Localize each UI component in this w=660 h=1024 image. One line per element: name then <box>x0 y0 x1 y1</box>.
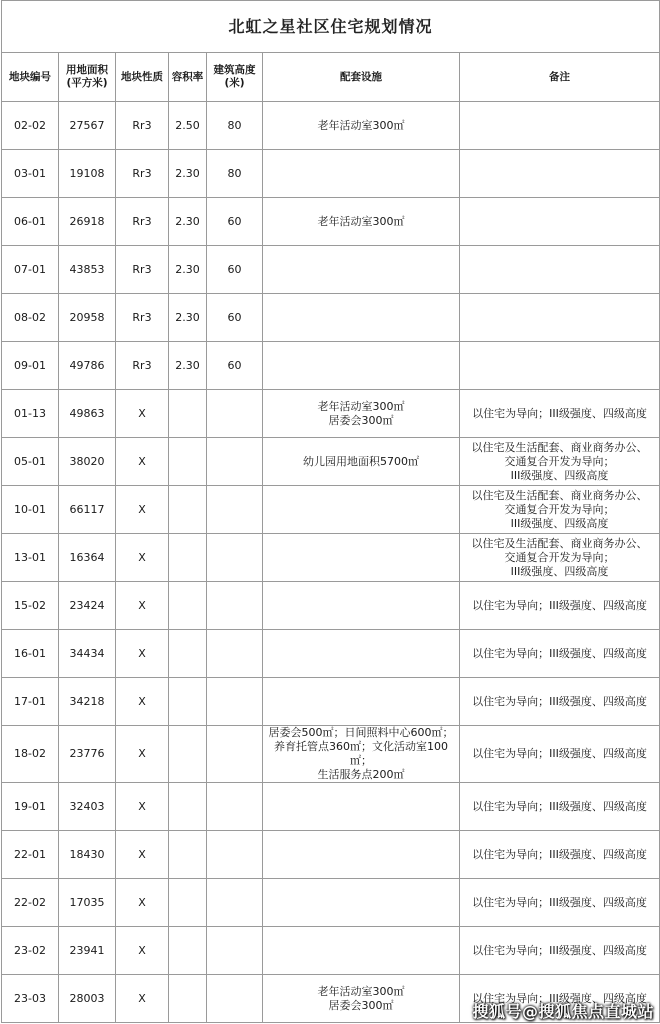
cell-land-type: Rr3 <box>116 294 169 342</box>
cell-land-area: 32403 <box>59 783 116 831</box>
cell-far <box>169 678 207 726</box>
cell-far <box>169 438 207 486</box>
header-notes: 备注 <box>460 53 660 102</box>
cell-facilities <box>263 534 460 582</box>
cell-building-height <box>207 927 263 975</box>
cell-notes <box>460 294 660 342</box>
cell-plot-id: 22-01 <box>2 831 59 879</box>
table-row <box>2 198 660 246</box>
cell-notes: 以住宅为导向；III级强度、四级高度 <box>460 726 660 783</box>
cell-land-area: 38020 <box>59 438 116 486</box>
cell-land-area: 23941 <box>59 927 116 975</box>
cell-building-height <box>207 486 263 534</box>
cell-facilities: 老年活动室300㎡ 居委会300㎡ <box>263 390 460 438</box>
cell-facilities <box>263 294 460 342</box>
table-row <box>2 879 660 927</box>
cell-far <box>169 783 207 831</box>
header-land-area: 用地面积 (平方米) <box>59 53 116 102</box>
cell-land-area: 19108 <box>59 150 116 198</box>
cell-notes: 以住宅为导向；III级强度、四级高度 <box>460 630 660 678</box>
cell-land-area: 17035 <box>59 879 116 927</box>
table-row <box>2 582 660 630</box>
cell-plot-id: 07-01 <box>2 246 59 294</box>
cell-land-area: 20958 <box>59 294 116 342</box>
table-row <box>2 726 660 783</box>
cell-facilities: 幼儿园用地面积5700㎡ <box>263 438 460 486</box>
cell-facilities <box>263 678 460 726</box>
cell-notes <box>460 198 660 246</box>
cell-building-height <box>207 879 263 927</box>
table-row <box>2 390 660 438</box>
cell-notes: 以住宅及生活配套、商业商务办公、 交通复合开发为导向； III级强度、四级高度 <box>460 486 660 534</box>
cell-land-type: X <box>116 486 169 534</box>
cell-building-height <box>207 831 263 879</box>
cell-plot-id: 16-01 <box>2 630 59 678</box>
cell-land-type: X <box>116 831 169 879</box>
cell-building-height: 80 <box>207 102 263 150</box>
cell-far: 2.50 <box>169 102 207 150</box>
cell-plot-id: 10-01 <box>2 486 59 534</box>
cell-land-type: X <box>116 390 169 438</box>
cell-land-type: X <box>116 879 169 927</box>
cell-land-type: X <box>116 678 169 726</box>
cell-facilities <box>263 630 460 678</box>
cell-building-height <box>207 582 263 630</box>
cell-notes: 以住宅及生活配套、商业商务办公、 交通复合开发为导向； III级强度、四级高度 <box>460 438 660 486</box>
header-facilities: 配套设施 <box>263 53 460 102</box>
cell-far: 2.30 <box>169 342 207 390</box>
table-row <box>2 150 660 198</box>
cell-far <box>169 630 207 678</box>
cell-land-area: 26918 <box>59 198 116 246</box>
cell-land-type: X <box>116 975 169 1023</box>
cell-far: 2.30 <box>169 246 207 294</box>
cell-land-type: X <box>116 726 169 783</box>
cell-notes: 以住宅为导向；III级强度、四级高度 <box>460 390 660 438</box>
cell-far <box>169 390 207 438</box>
header-land-type: 地块性质 <box>116 53 169 102</box>
cell-land-type: Rr3 <box>116 102 169 150</box>
cell-facilities <box>263 783 460 831</box>
table-row <box>2 438 660 486</box>
cell-land-area: 49863 <box>59 390 116 438</box>
cell-building-height: 60 <box>207 342 263 390</box>
cell-notes: 以住宅为导向；III级强度、四级高度 <box>460 831 660 879</box>
cell-plot-id: 19-01 <box>2 783 59 831</box>
cell-notes: 以住宅为导向；III级强度、四级高度 <box>460 975 660 1023</box>
cell-notes: 以住宅为导向；III级强度、四级高度 <box>460 927 660 975</box>
cell-plot-id: 18-02 <box>2 726 59 783</box>
cell-land-type: Rr3 <box>116 150 169 198</box>
cell-far: 2.30 <box>169 198 207 246</box>
cell-land-area: 18430 <box>59 831 116 879</box>
cell-plot-id: 05-01 <box>2 438 59 486</box>
cell-notes <box>460 150 660 198</box>
cell-building-height <box>207 534 263 582</box>
cell-building-height <box>207 975 263 1023</box>
cell-plot-id: 15-02 <box>2 582 59 630</box>
cell-far <box>169 879 207 927</box>
cell-far: 2.30 <box>169 294 207 342</box>
cell-plot-id: 23-02 <box>2 927 59 975</box>
cell-facilities <box>263 927 460 975</box>
cell-building-height: 60 <box>207 294 263 342</box>
cell-land-area: 23776 <box>59 726 116 783</box>
cell-plot-id: 13-01 <box>2 534 59 582</box>
cell-facilities <box>263 582 460 630</box>
cell-land-area: 66117 <box>59 486 116 534</box>
cell-notes: 以住宅及生活配套、商业商务办公、 交通复合开发为导向； III级强度、四级高度 <box>460 534 660 582</box>
cell-far: 2.30 <box>169 150 207 198</box>
cell-building-height: 80 <box>207 150 263 198</box>
cell-land-area: 23424 <box>59 582 116 630</box>
cell-land-type: Rr3 <box>116 198 169 246</box>
table-row <box>2 246 660 294</box>
cell-notes: 以住宅为导向；III级强度、四级高度 <box>460 879 660 927</box>
planning-table <box>1 0 660 1023</box>
title-row <box>2 1 660 53</box>
cell-plot-id: 08-02 <box>2 294 59 342</box>
cell-notes <box>460 342 660 390</box>
cell-facilities <box>263 342 460 390</box>
cell-land-type: X <box>116 582 169 630</box>
cell-plot-id: 09-01 <box>2 342 59 390</box>
table-row <box>2 630 660 678</box>
cell-land-area: 16364 <box>59 534 116 582</box>
page-title: 北虹之星社区住宅规划情况 <box>2 1 660 53</box>
table-row <box>2 783 660 831</box>
cell-notes: 以住宅为导向；III级强度、四级高度 <box>460 678 660 726</box>
cell-building-height <box>207 438 263 486</box>
cell-notes: 以住宅为导向；III级强度、四级高度 <box>460 582 660 630</box>
cell-plot-id: 17-01 <box>2 678 59 726</box>
table-row <box>2 342 660 390</box>
cell-far <box>169 486 207 534</box>
table-row <box>2 102 660 150</box>
cell-land-type: X <box>116 927 169 975</box>
header-building-height: 建筑高度 (米) <box>207 53 263 102</box>
cell-land-type: X <box>116 783 169 831</box>
cell-plot-id: 01-13 <box>2 390 59 438</box>
cell-facilities <box>263 486 460 534</box>
cell-facilities: 老年活动室300㎡ <box>263 102 460 150</box>
header-row <box>2 53 660 102</box>
cell-building-height: 60 <box>207 198 263 246</box>
cell-facilities <box>263 246 460 294</box>
cell-land-area: 49786 <box>59 342 116 390</box>
cell-facilities: 老年活动室300㎡ <box>263 198 460 246</box>
cell-plot-id: 06-01 <box>2 198 59 246</box>
table-row <box>2 678 660 726</box>
header-plot-id: 地块编号 <box>2 53 59 102</box>
cell-facilities <box>263 150 460 198</box>
cell-building-height <box>207 726 263 783</box>
cell-plot-id: 23-03 <box>2 975 59 1023</box>
cell-land-area: 34434 <box>59 630 116 678</box>
cell-land-area: 34218 <box>59 678 116 726</box>
watermark: 搜狐号@搜狐焦点直城站 <box>472 1002 654 1021</box>
cell-land-type: Rr3 <box>116 246 169 294</box>
cell-plot-id: 22-02 <box>2 879 59 927</box>
cell-far <box>169 927 207 975</box>
cell-far <box>169 582 207 630</box>
cell-building-height <box>207 390 263 438</box>
cell-facilities <box>263 879 460 927</box>
cell-land-type: X <box>116 630 169 678</box>
cell-land-area: 43853 <box>59 246 116 294</box>
table-row <box>2 831 660 879</box>
cell-far <box>169 831 207 879</box>
table-row <box>2 927 660 975</box>
cell-plot-id: 03-01 <box>2 150 59 198</box>
cell-facilities: 老年活动室300㎡ 居委会300㎡ <box>263 975 460 1023</box>
cell-notes: 以住宅为导向；III级强度、四级高度 <box>460 783 660 831</box>
table-row <box>2 486 660 534</box>
cell-building-height <box>207 678 263 726</box>
cell-facilities: 居委会500㎡；日间照料中心600㎡； 养育托管点360㎡；文化活动室100㎡； 生活服务点200㎡ <box>263 726 460 783</box>
cell-land-type: X <box>116 534 169 582</box>
table-row <box>2 294 660 342</box>
cell-far <box>169 534 207 582</box>
cell-land-type: Rr3 <box>116 342 169 390</box>
cell-land-type: X <box>116 438 169 486</box>
cell-facilities <box>263 831 460 879</box>
cell-building-height <box>207 630 263 678</box>
cell-land-area: 28003 <box>59 975 116 1023</box>
cell-notes <box>460 246 660 294</box>
cell-far <box>169 975 207 1023</box>
cell-plot-id: 02-02 <box>2 102 59 150</box>
cell-building-height: 60 <box>207 246 263 294</box>
cell-notes <box>460 102 660 150</box>
header-far: 容积率 <box>169 53 207 102</box>
cell-building-height <box>207 783 263 831</box>
cell-far <box>169 726 207 783</box>
table-row <box>2 534 660 582</box>
cell-land-area: 27567 <box>59 102 116 150</box>
